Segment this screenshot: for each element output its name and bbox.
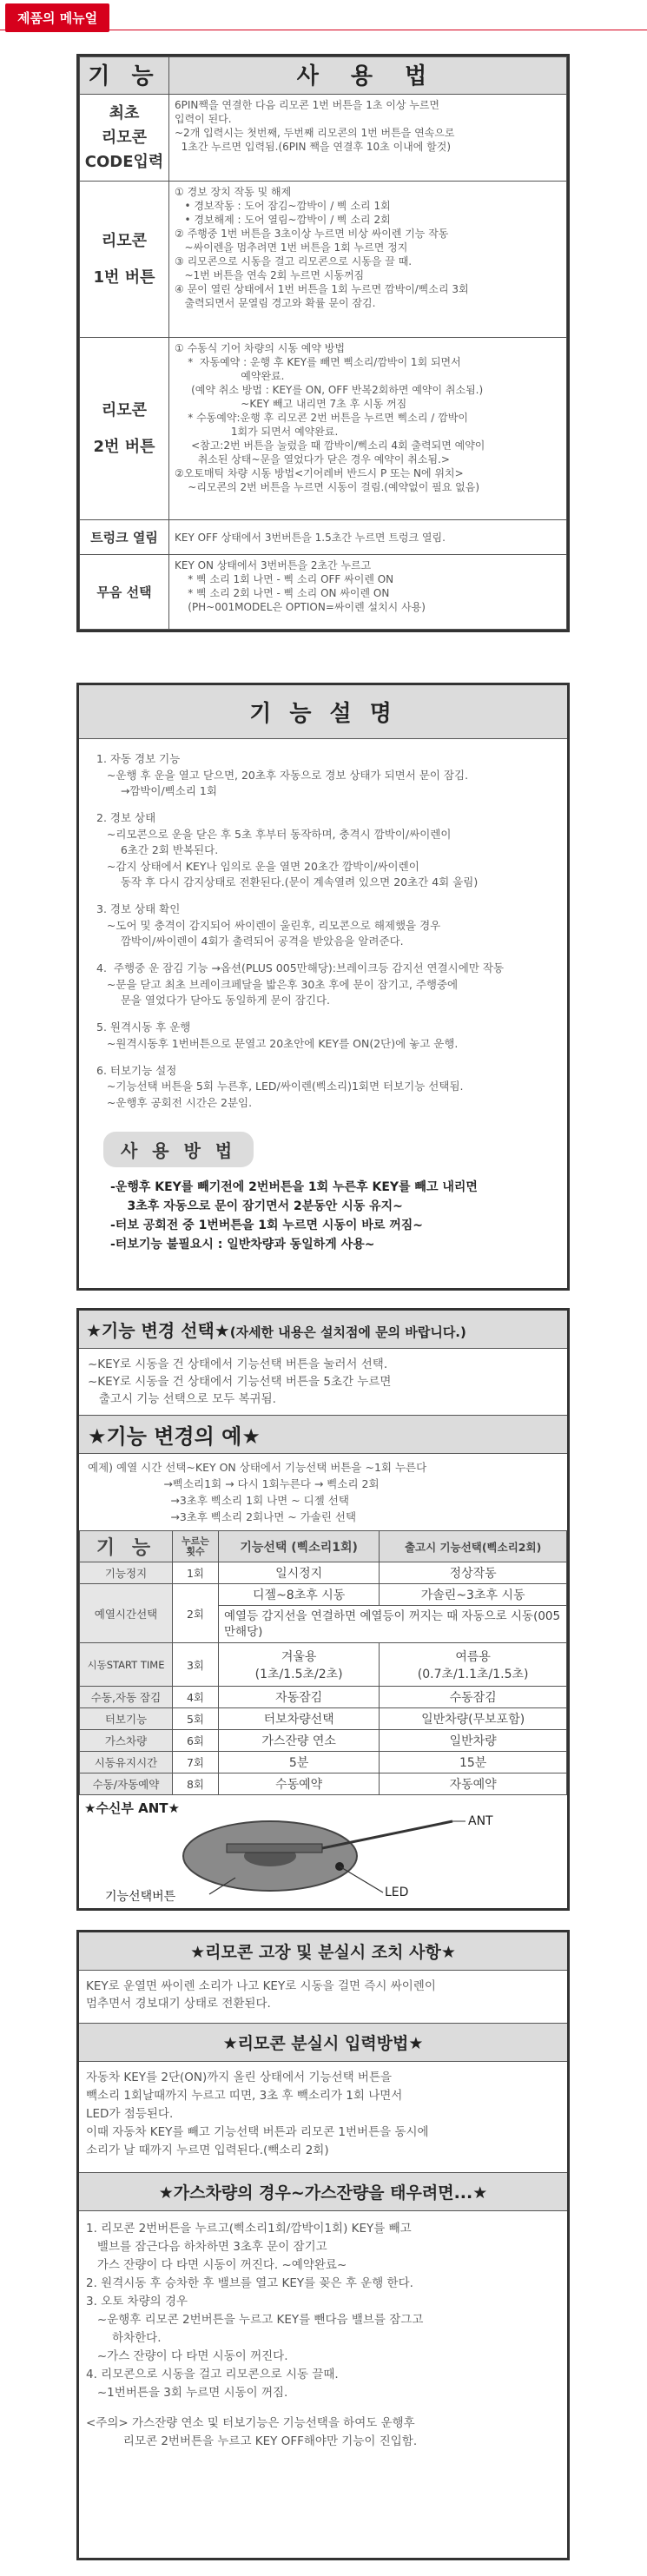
led-pointer — [340, 1866, 383, 1892]
antenna-diagram — [79, 1795, 567, 1908]
text-line — [96, 950, 550, 961]
text-line: ~리모콘으로 운을 닫은 후 5초 후부터 동작하며, 충격시 깜박이/싸이렌이 — [96, 827, 452, 841]
text-line — [96, 1009, 550, 1020]
table-row: 수동/자동예약 8회 수동예약 자동예약 — [80, 1773, 567, 1795]
antenna-wire — [322, 1821, 452, 1848]
text-line: ~기능선택 버튼을 5회 누른후, LED/싸이렌(삑소리)1회면 터보기능 선택됨. — [96, 1080, 464, 1093]
text-line: <주의> 가스잔량 연소 및 터보기능은 기능선택을 하여도 운행후 — [86, 2415, 415, 2430]
text-line: 밸브를 잠근다음 하차하면 3초후 문이 잠기고 — [86, 2240, 327, 2254]
text-line: 하차한다. — [86, 2331, 162, 2345]
text-line: 3. 오토 차량의 경우 — [86, 2295, 188, 2308]
function-change-table — [79, 1530, 567, 1795]
col-select1: 기능선택 (삑소리1회) — [219, 1531, 380, 1562]
col-count: 누르는 횟수 — [173, 1531, 219, 1562]
usage-method-title: 사 용 방 법 — [103, 1132, 254, 1167]
row-label-button2: 리모콘 2번 버튼 — [80, 338, 169, 520]
table-row-note: 예열등 감지선을 연결하면 예열등이 꺼지는 때 자동으로 시동(005만해당) — [80, 1606, 567, 1643]
function-change-title: ★기능 변경 선택★(자세한 내용은 설치점에 문의 바랍니다.) — [79, 1311, 567, 1349]
text-line: ~운행후 공회전 시간은 2분임. — [96, 1095, 253, 1109]
gas-vehicle-text — [79, 2211, 567, 2460]
text-line: 깜박이/싸이렌이 4회가 출력되어 공격을 받았음을 알려준다. — [96, 935, 404, 948]
usage-table-box — [76, 54, 570, 632]
row-label-silent: 무음 선택 — [80, 555, 169, 630]
text-line: ~가스 잔량이 다 타면 시동이 꺼진다. — [86, 2349, 288, 2363]
function-change-example-title: ★기능 변경의 예★ — [79, 1415, 567, 1454]
row-content-silent: KEY ON 상태에서 3번버튼을 2초간 누르고 * 삑 소리 1회 나면 - 삑 소리 OFF 싸이렌 ON * 삑 소리 2회 나면 - 삑 소리 ON 싸이렌 ON (PH~001MODEL은 OPTION=싸이렌 설치시 사용) — [169, 555, 567, 630]
ant-label: ANT — [468, 1814, 493, 1828]
text-line: ~운행 후 운을 열고 닫으면, 20초후 자동으로 경보 상태가 되면서 문이 잠김. — [96, 768, 469, 782]
manual-tab[interactable]: 제품의 메뉴얼 — [5, 3, 109, 32]
text-line — [96, 800, 550, 811]
remote-loss-text: 자동차 KEY를 2단(ON)까지 올린 상태에서 기능선택 버튼을 빽소리 1회날때까지 누르고 띠면, 3초 후 빽소리가 1회 나면서 LED가 점등된다. 이때 자동차 KEY를 빼고 기능선택 버튼과 리모콘 1번버튼을 동시에 소리가 날 때까지 누르면 입력된다.(빽소리 2회) — [86, 2071, 429, 2157]
text-line: 동작 후 다시 감지상태로 전환된다.(문이 계속열려 있으면 20초간 4회 울림) — [96, 875, 479, 888]
text-line: ~1번버튼을 3회 누르면 시동이 꺼짐. — [86, 2386, 288, 2400]
function-change-box — [76, 1308, 570, 1911]
function-change-example: 예제) 예열 시간 선택~KEY ON 상태에서 기능선택 버튼을 ~1회 누른다 →삑소리1회 → 다시 1회누른다 → 삑소리 2회 →3초후 삑소리 1회 나면 ~ 디젤 선택 →3초후 삑소리 2회나면 ~ 가솔린 선택 — [88, 1461, 427, 1523]
table-row: 터보기능 5회 터보차량선택 일반차량(무보포함) — [80, 1708, 567, 1730]
remote-fault-text: KEY로 운열면 싸이렌 소리가 나고 KEY로 시동을 걸면 즉시 싸이렌이 멈추면서 경보대기 상태로 전환된다. — [86, 1979, 436, 2011]
text-line — [96, 891, 550, 902]
text-line: ~운행후 리모콘 2번버튼을 누르고 KEY를 뺀다음 밸브를 잠그고 — [86, 2313, 424, 2327]
text-line: 리모콘 2번버튼을 누르고 KEY OFF해야만 기능이 진입함. — [86, 2434, 418, 2448]
text-line: ~원격시동후 1번버튼으로 문열고 20초안에 KEY를 ON(2단)에 놓고 운행. — [96, 1036, 459, 1050]
text-line: 문을 열었다가 닫아도 동일하게 문이 잠긴다. — [96, 994, 331, 1007]
table-row: 시동START TIME 3회 겨울용 (1초/1.5초/2초) 여름용 (0.7초/1.1초/1.5초) — [80, 1643, 567, 1687]
text-line: →깜박이/삑소리 1회 — [96, 784, 217, 797]
gas-vehicle-title: ★가스차량의 경우~가스잔량을 태우려면...★ — [79, 2172, 567, 2211]
col-select2: 출고시 기능선택(삑소리2회) — [380, 1531, 567, 1562]
table-row: 가스차량 6회 가스잔량 연소 일반차량 — [80, 1730, 567, 1752]
table-row: 예열시간선택 2회 디젤~8초후 시동 가솔린~3초후 시동 — [80, 1584, 567, 1606]
row-content-trunk: KEY OFF 상태에서 3번버튼을 1.5초간 누르면 트렁크 열림. — [169, 520, 567, 555]
remote-fault-title: ★리모콘 고장 및 분실시 조치 사항★ — [79, 1932, 567, 1971]
text-line: ~도어 및 충격이 감지되어 싸이렌이 울린후, 리모콘으로 해제했을 경우 — [96, 918, 441, 932]
text-line — [96, 1052, 550, 1063]
text-line: ~문을 닫고 최초 브레이크페달을 밟은후 30초 후에 문이 잠기고, 주행중에 — [96, 977, 459, 991]
text-line: 4. 주행중 운 잠김 기능 →옵션(PLUS 005만해당):브레이크등 감지선 연결시에만 작동 — [96, 961, 505, 974]
row-content-code-input: 6PIN짹을 연결한 다음 리모콘 1번 버튼을 1초 이상 누르면 입력이 된다. ~2개 입력시는 첫번째, 두번째 리모콘의 1번 버튼을 연속으로 1초간 누르면 입력됨.(6PIN 짹을 연결후 10초 이내에 할것) — [169, 95, 567, 182]
text-line: 6. 터보기능 설정 — [96, 1063, 177, 1077]
text-line: 3. 경보 상태 확인 — [96, 902, 181, 915]
function-description-body — [79, 739, 567, 1123]
text-line: 1. 자동 경보 기능 — [96, 752, 181, 765]
led-label: LED — [385, 1886, 409, 1899]
function-description-box — [76, 683, 570, 1291]
remote-loss-box — [76, 1930, 570, 2560]
text-line: 가스 잔량이 다 타면 시동이 꺼진다. ~예약완료~ — [86, 2258, 347, 2272]
function-button-label: 기능선택버튼 — [105, 1890, 176, 1904]
function-description-title: 기 능 설 명 — [79, 685, 567, 739]
row-label-code-input: 최초 리모콘 CODE입력 — [80, 95, 169, 182]
usage-table — [79, 56, 567, 630]
table-row: 시동유지시간 7회 5분 15분 — [80, 1752, 567, 1773]
antenna-title: ★수신부 ANT★ — [84, 1800, 180, 1816]
receiver-bar — [227, 1844, 322, 1853]
row-content-button1: ① 경보 장치 작동 및 해제 • 경보작동 : 도어 잠김~깜박이 / 삑 소리 1회 • 경보해제 : 도어 열림~깜박이 / 삑 소리 2회 ② 주행중 1번 버튼을 3초이상 누르면 비상 싸이렌 기능 작동 ~싸이렌을 멈추려면 1번 버튼을 1회 누르면 정지 ③ 리모콘으로 시동을 걸고 리모콘으로 시동을 끌 때. ~1번 버튼을 연속 2회 누르면 시동꺼짐 ④ 문이 열린 상태에서 1번 버튼을 1회 누르면 깜박이/삑소리 3회 출력되면서 문열림 경고와 확률 문이 잠김. — [169, 182, 567, 338]
text-line: 2. 경보 상태 — [96, 811, 156, 824]
function-change-intro: ~KEY로 시동을 건 상태에서 기능선택 버튼을 눌러서 선택. ~KEY로 시동을 건 상태에서 기능선택 버튼을 5초간 누르면 출고시 기능 선택으로 모두 복귀됨. — [88, 1357, 392, 1406]
col-feature: 기 능 — [80, 1531, 173, 1562]
usage-header: 사 용 법 — [169, 57, 567, 95]
remote-loss-title: ★리모콘 분실시 입력방법★ — [79, 2023, 567, 2062]
row-label-button1: 리모콘 1번 버튼 — [80, 182, 169, 338]
usage-method-lines: -운행후 KEY를 빼기전에 2번버튼을 1회 누른후 KEY를 빼고 내리면 3초후 자동으로 문이 잠기면서 2분동안 시동 유지~ -터보 공회전 중 1번버튼을 1회 누르면 시동이 바로 꺼짐~ -터보기능 불필요시 : 일반차량과 동일하게 사용~ — [110, 1180, 478, 1252]
row-content-button2: ① 수동식 기어 차량의 시동 예약 방법 * 자동예약 : 운행 후 KEY를 빼면 삑소리/깜박이 1회 되면서 예약완료. (예약 취소 방법 : KEY를 ON, OFF 반복2회하면 예약이 취소됨.) ~KEY 빼고 내리면 7초 후 시동 꺼짐 * 수동예약:운행 후 리모콘 2번 버튼을 누르면 삑소리 / 깜박이 1회가 되면서 예약완료. <참고:2번 버튼을 눌렀을 때 깜박이/삑소리 4회 출력되면 예약이 취소된 상태~문을 열었다가 닫은 경우 예약이 취소됨.> ②오토매틱 차량 시동 방법<기어레버 반드시 P 또는 N에 위치> ~리모콘의 2번 버튼을 누르면 시동이 걸림.(예약없이 필요 없음) — [169, 338, 567, 520]
text-line: 1. 리모콘 2번버튼을 누르고(삑소리1회/깜박이1회) KEY를 빼고 — [86, 2222, 412, 2236]
text-line — [86, 2402, 560, 2414]
text-line: 2. 원격시동 후 승차한 후 밸브를 열고 KEY를 꽂은 후 운행 한다. — [86, 2276, 413, 2290]
feature-header: 기 능 — [80, 57, 169, 95]
text-line: 6초간 2회 반복된다. — [96, 843, 219, 856]
table-row: 수동,자동 잠김 4회 자동잠김 수동잠김 — [80, 1687, 567, 1708]
row-label-trunk: 트렁크 열림 — [80, 520, 169, 555]
text-line: ~감지 상태에서 KEY나 임의로 운을 열면 20초간 깜박이/싸이렌이 — [96, 859, 419, 873]
text-line: 4. 리모콘으로 시동을 걸고 리모콘으로 시동 끌때. — [86, 2368, 339, 2381]
table-row: 기능정지 1회 일시정지 정상작동 — [80, 1562, 567, 1584]
text-line: 5. 원격시동 후 운행 — [96, 1020, 191, 1034]
